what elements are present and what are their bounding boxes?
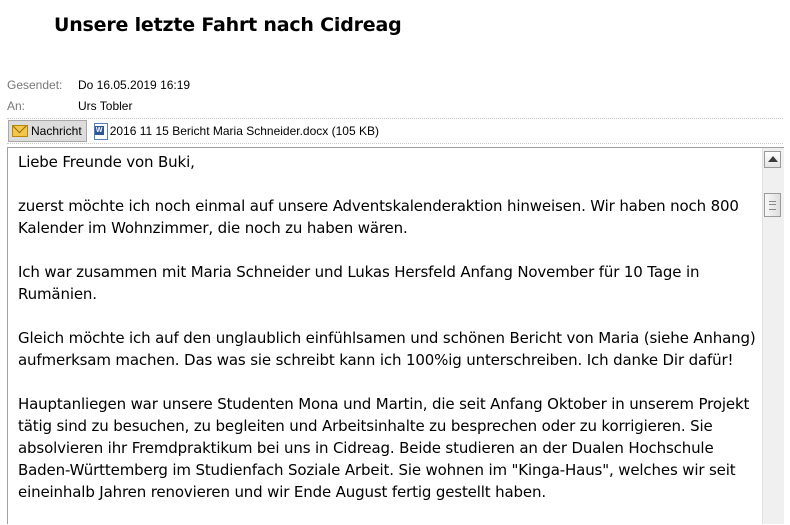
to-label: An: xyxy=(7,99,26,113)
attachment-bar xyxy=(7,118,783,144)
sent-value: Do 16.05.2019 16:19 xyxy=(78,78,191,92)
sent-label: Gesendet: xyxy=(7,78,63,92)
envelope-icon xyxy=(12,125,28,137)
vertical-scrollbar[interactable] xyxy=(762,148,784,524)
scroll-thumb-grip-icon[interactable] xyxy=(764,193,781,217)
to-row xyxy=(7,98,132,114)
body-paragraph: Ich war zusammen mit Maria Schneider und Lukas Hersfeld Anfang November für 10 Tage in Rumänien. xyxy=(18,263,700,303)
attachment-item[interactable] xyxy=(94,121,379,141)
body-paragraph: zuerst möchte ich noch einmal auf unsere Adventskalenderaktion hinweisen. Wir haben noch 800 Kalender im Wohnzimmer, die noch zu haben wären. xyxy=(18,197,739,237)
body-paragraph: Hauptanliegen war unsere Studenten Mona und Martin, die seit Anfang Oktober in unserem Projekt tätig sind zu besuchen, zu begleiten und Arbeitsinhalte zu besprechen oder zu korrigieren. Sie absolvieren ihr Fremdpraktikum bei uns in Cidreag. Beide studieren an der Dualen Hochschule Baden-Württemberg im Studienfach Soziale Arbeit. Sie wohnen im "Kinga-Haus", welches wir seit eineinhalb Jahren renovieren und wir Ende August fertig gestellt haben. xyxy=(18,395,750,501)
arrow-up-icon[interactable] xyxy=(764,151,781,168)
message-tab-label: Nachricht xyxy=(31,124,82,138)
message-body xyxy=(18,148,766,525)
email-subject: Unsere letzte Fahrt nach Cidreag xyxy=(54,14,402,36)
to-value: Urs Tobler xyxy=(78,99,133,113)
attachment-label: 2016 11 15 Bericht Maria Schneider.docx (105 KB) xyxy=(109,124,379,138)
message-tab[interactable] xyxy=(8,120,87,142)
body-paragraph: Gleich möchte ich auf den unglaublich einfühlsamen und schönen Bericht von Maria (siehe Anhang) aufmerksam machen. Das was sie schreibt kann ich 100%ig unterschreiben. Ich danke Dir dafür! xyxy=(18,329,756,369)
body-paragraph: Liebe Freunde von Buki, xyxy=(18,153,195,171)
message-body-frame xyxy=(7,147,784,524)
sent-row xyxy=(7,77,190,93)
word-document-icon xyxy=(94,123,108,140)
